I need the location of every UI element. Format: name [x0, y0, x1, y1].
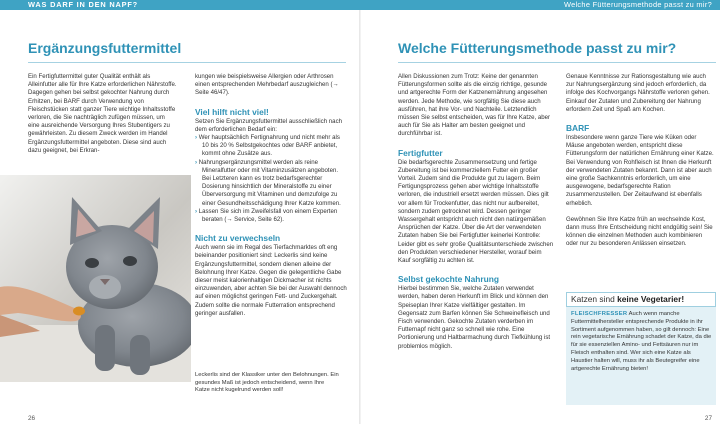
info-box-keyword: FLEISCHFRESSER	[571, 311, 628, 317]
right-title-rule	[398, 62, 716, 63]
knowledge-paragraph: Genaue Kenntnisse zur Rationsgestaltung wie auch zur Nahrungsergänzung sind jedoch erforderlich, da infolge des Kochvorgangs Nährstoffe verloren gehen. Einkauf der Zutaten und Zubereitung der Nahrung erfordern Zeit und Spaß am Kochen.	[566, 73, 710, 113]
bullet-chevron-icon: ›	[195, 158, 198, 166]
selbst-gekocht-paragraph: Hierbei bestimmen Sie, welche Zutaten verwendet werden, haben deren Herkunft im Blick und können den Speiseplan Ihrer Katze vielfältiger gestalten. Im Gegensatz zum Barfen können Sie Schweinefleisch und Fisch verwenden. Gekochte Zutaten verderben im Futternapf nicht ganz so schnell wie rohe. Eine Portionierung und Haltbarmachung durch Tiefkühlung ist problemlos möglich.	[398, 285, 551, 350]
bullet-text: Nahrungsergänzungsmittel werden als reine Mineralfutter oder mit Vitaminzusätzen angeboten. Bei Letzteren kann es trotz bedarfsgerechter Dosierung hinsichtlich der Mineralstoffe zu einer Überversorgung mit Vitaminen und demzufolge zu einer Gesundheitsschädigung Ihrer Katze kommen.	[198, 158, 341, 207]
section-heading-viel-hilft: Viel hilft nicht viel!	[195, 106, 269, 117]
fertigfutter-paragraph: Die bedarfsgerechte Zusammensetzung und fertige Zubereitung ist bei kommerziellem Futter ein großer Vorteil. Zudem sind die Produkte gut zu lagern. Beim Fertigungsprozess gehen aber wichtige Inhaltsstoffe verloren, die industriell ersetzt werden müssen. Dies gilt vor allem für Trockenfutter, das nicht nur aufbereitet, sondern zudem getrocknet wird. Dessen geringer Wassergehalt entspricht auch nicht den natürgemäßen Ansprüchen der Katze. Über die Art der verwendeten Zutaten haben Sie bei Fertigfutter keinerlei Kontrolle: Leider gibt es sehr große Qualitätsunterschiede zwischen den Produkten verschiedener Hersteller, worauf beim Kauf sorgfältig zu achten ist.	[398, 158, 554, 265]
info-box-body	[571, 311, 713, 373]
right-header-text: Welche Fütterungsmethode passt zu mir?	[563, 0, 712, 9]
treats-paragraph: Auch wenn sie im Regal des Tierfachmarktes oft eng beieinander positioniert sind: Leckerlis sind keine Ergänzungsfuttermittel, sondern dienen alleine der Belohnung Ihrer Katze. Gegen die gelegentliche Gabe dieser meist kalorienhaltigen Dickmacher ist nichts einzuwenden, aber achten Sie bei der Auswahl dennoch auf einen möglichst geringen Fett- und Zuckergehalt. Zudem sollte die normale Futterration entsprechend geringer ausfallen.	[195, 244, 347, 317]
info-box-title	[566, 292, 716, 307]
section-heading-selbst-gekocht: Selbst gekochte Nahrung	[398, 274, 499, 285]
bullet-text: Wer hauptsächlich Fertignahrung und nicht mehr als 10 bis 20 % Selbstgekochtes oder BARF anbietet, kommt ohne Zusätze aus.	[198, 134, 340, 158]
barf-paragraph: Insbesondere wenn ganze Tiere wie Küken oder Mäuse angeboten werden, entspricht diese Fütterungsform der natürlichen Ernährung einer Katze. Bei Verwendung von Rohfleisch ist Ihnen die Herkunft der verwendeten Zutaten bekannt. Dann ist aber auch eine große Sachkenntnis erforderlich, um eine ausgewogene, bedarfsgerechte Ration zusammenzustellen. Der Zeitaufwand ist ebenfalls erheblich.	[566, 134, 714, 207]
bullet-item	[195, 134, 347, 159]
kitten-photo	[0, 175, 191, 382]
kitten-treat-illustration	[0, 175, 191, 382]
allergy-paragraph: kungen wie beispielsweise Allergien oder Arthrosen einen entsprechenden Mehrbedarf auszugleichen (→ Seite 46/47).	[195, 73, 339, 97]
bullet-item	[195, 159, 347, 208]
left-page-column-2	[195, 73, 347, 318]
section-heading-nicht-verwechseln: Nicht zu verwechseln	[195, 233, 281, 244]
dosage-paragraph: Setzen Sie Ergänzungsfuttermittel ausschließlich nach dem erforderlichen Bedarf ein:	[195, 117, 343, 133]
section-heading-barf: BARF	[566, 123, 590, 134]
left-header-text: WAS DARF IN DEN NAPF?	[28, 0, 139, 9]
bullet-text: Lassen Sie sich im Zweifelsfall von einem Experten beraten (→ Service, Seite 62).	[198, 207, 338, 224]
right-page-column-2	[566, 73, 716, 249]
info-box-title-prefix: Katzen sind	[571, 294, 618, 304]
info-box-title-bold: keine Vegetarier!	[617, 294, 685, 304]
right-page-title: Welche Fütterungsmethode passt zu mir?	[398, 40, 677, 56]
left-page-title: Ergänzungsfuttermittel	[28, 40, 182, 56]
discussion-paragraph: Allen Diskussionen zum Trotz: Keine der genannten Fütterungsformen sollte als die einzig richtige, gesunde und artgerechte Form der Katzenernährung angesehen werden. Jede Methode, wie sorgfältig Sie diese auch ausführen, hat ihre Vor- und Nachteile. Letztendlich müssen Sie selbst entscheiden, was für Ihre Katze, aber auch für Sie als Halter am besten geeignet und durchführbar ist.	[398, 73, 551, 138]
section-heading-fertigfutter: Fertigfutter	[398, 147, 443, 158]
right-page-number: 27	[704, 415, 712, 422]
info-box-text: Auch wenn manche Futtermittelhersteller entsprechende Produkte in ihr Sortiment aufgenommen haben, so gilt dennoch: Eine rein vegetarische Ernährung schadet der Katze, da die für sie essenziellen Amino- und Fettsäuren nur im Fleisch enthalten sind. Wer sich eine Katze als Haustier halten will, muss ihr als Beutegreifer eine artgerechte Ernährung bieten!	[571, 311, 712, 372]
variety-paragraph: Gewöhnen Sie Ihre Katze früh an wechselnde Kost, dann muss Ihre Entscheidung nicht endgültig sein! Sie können die einzelnen Methoden auch kombinieren oder nur zu besonderen Anlässen einsetzen.	[566, 215, 713, 248]
page-gutter	[359, 10, 361, 424]
left-page-number: 26	[28, 415, 36, 422]
photo-caption: Leckerlis sind der Klassiker unter den Belohnungen. Ein gesundes Maß ist jedoch entscheidend, wenn Ihre Katze nicht kugelrund werden soll!	[195, 372, 339, 394]
left-page-column-1	[28, 73, 178, 155]
right-running-header	[360, 0, 720, 10]
bullet-item	[195, 208, 347, 224]
left-running-header	[0, 0, 360, 10]
intro-paragraph: Ein Fertigfuttermittel guter Qualität enthält als Alleinfutter alle für Ihre Katze erforderlichen Nährstoffe. Dagegen gehen bei selbst gekochter Nahrung durch Erhitzen, bei BARF durch Verwendung von Fleischstücken statt ganzer Tiere wichtige Inhaltsstoffe verloren, die Sie nachträglich zufügen müssen, um eine ausreichende Versorgung Ihres Stubentigers zu gewährleisten. Zu diesem Zweck werden im Handel Ergänzungsfuttermittel angeboten. Diese sind auch dazu geeignet, bei Erkran-	[28, 73, 177, 154]
right-page-column-1	[398, 73, 555, 351]
bullet-chevron-icon: ›	[195, 134, 198, 142]
left-title-rule	[28, 62, 346, 63]
bullet-chevron-icon: ›	[195, 207, 198, 215]
